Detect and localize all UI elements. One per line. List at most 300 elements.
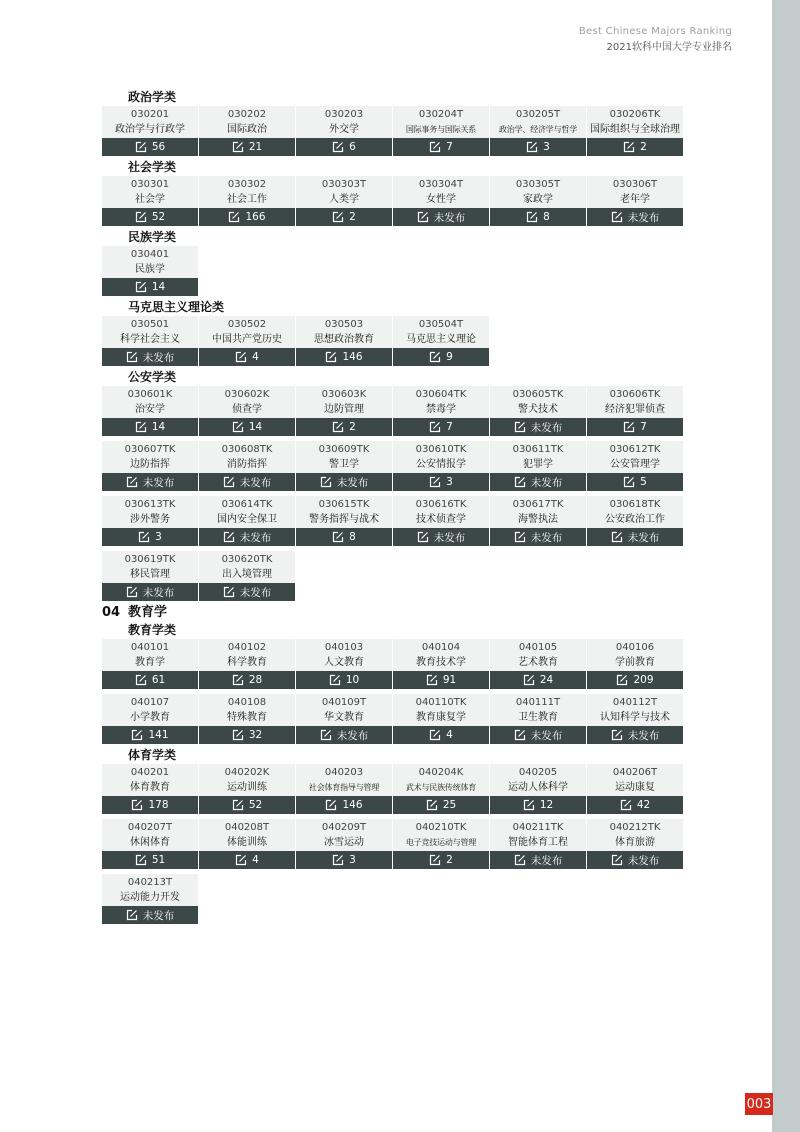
edit-icon — [138, 531, 150, 543]
major-card[interactable] — [199, 496, 295, 546]
edit-icon — [135, 674, 147, 686]
institution-count-bar[interactable] — [102, 138, 198, 156]
major-name: 教育康复学 — [416, 712, 466, 723]
edit-icon — [611, 211, 623, 223]
discipline-heading: 社会学类 — [128, 160, 177, 174]
institution-count-bar[interactable] — [490, 138, 586, 156]
major-name: 艺术教育 — [518, 657, 558, 668]
major-card[interactable] — [199, 764, 295, 814]
major-card[interactable] — [102, 496, 198, 546]
major-code: 030202 — [227, 109, 267, 120]
institution-count-bar[interactable] — [199, 418, 295, 436]
major-code: 030303T — [321, 179, 367, 190]
major-card[interactable] — [199, 386, 295, 436]
major-code: 040213T — [127, 877, 173, 888]
major-card[interactable] — [393, 176, 489, 226]
institution-count: 9 — [446, 351, 453, 363]
institution-count-bar[interactable] — [587, 473, 683, 491]
discipline-heading: 马克思主义理论类 — [128, 300, 225, 314]
edit-icon — [131, 729, 143, 741]
major-card[interactable] — [587, 106, 683, 156]
institution-count-bar[interactable] — [393, 473, 489, 491]
institution-count: 56 — [151, 141, 166, 153]
institution-count-bar[interactable] — [296, 348, 392, 366]
major-code: 030603K — [321, 389, 367, 400]
major-card[interactable] — [490, 694, 586, 744]
major-code: 040102 — [227, 642, 267, 653]
major-code: 030618TK — [609, 499, 661, 510]
institution-count: 51 — [151, 854, 166, 866]
major-code: 030620TK — [221, 554, 273, 565]
major-card[interactable] — [490, 496, 586, 546]
edit-icon — [429, 421, 441, 433]
institution-count-bar[interactable] — [102, 726, 198, 744]
institution-count: 32 — [248, 729, 263, 741]
major-card[interactable] — [102, 246, 198, 296]
institution-count-bar[interactable] — [393, 671, 489, 689]
institution-count-bar[interactable] — [102, 278, 198, 296]
major-name: 国内安全保卫 — [217, 514, 277, 525]
major-card[interactable] — [490, 819, 586, 869]
major-card[interactable] — [296, 386, 392, 436]
major-code: 030201 — [130, 109, 170, 120]
edit-icon — [325, 799, 337, 811]
edit-icon — [126, 476, 138, 488]
major-name: 警务指挥与战术 — [309, 514, 379, 525]
major-card[interactable] — [490, 639, 586, 689]
edit-icon — [611, 531, 623, 543]
major-card[interactable] — [393, 496, 489, 546]
edit-icon — [232, 141, 244, 153]
institution-count-bar[interactable] — [102, 473, 198, 491]
major-card[interactable] — [102, 694, 198, 744]
institution-count-bar[interactable] — [393, 726, 489, 744]
major-card[interactable] — [296, 441, 392, 491]
major-name: 学前教育 — [615, 657, 655, 668]
major-name: 公安管理学 — [610, 459, 660, 470]
major-card[interactable] — [296, 639, 392, 689]
major-name: 思想政治教育 — [314, 334, 374, 345]
institution-count-bar[interactable] — [587, 851, 683, 869]
edit-icon — [514, 531, 526, 543]
major-name: 边防管理 — [324, 404, 364, 415]
edit-icon — [623, 141, 635, 153]
major-name: 海警执法 — [518, 514, 558, 525]
discipline-heading: 公安学类 — [128, 370, 177, 384]
major-name: 中国共产党历史 — [212, 334, 282, 345]
major-name: 小学教育 — [130, 712, 170, 723]
edit-icon — [623, 421, 635, 433]
major-card[interactable] — [393, 639, 489, 689]
major-name: 边防指挥 — [130, 459, 170, 470]
institution-count-bar[interactable] — [296, 528, 392, 546]
major-name: 运动人体科学 — [508, 782, 568, 793]
institution-count: 7 — [446, 141, 453, 153]
major-row — [102, 874, 692, 924]
major-code: 030617TK — [512, 499, 564, 510]
major-code: 030304T — [418, 179, 464, 190]
major-code: 030608TK — [221, 444, 273, 455]
major-code: 040202K — [224, 767, 270, 778]
major-name: 警犬技术 — [518, 404, 558, 415]
institution-count-bar[interactable] — [102, 796, 198, 814]
major-card[interactable] — [393, 106, 489, 156]
major-card[interactable] — [490, 764, 586, 814]
institution-count-bar[interactable] — [490, 418, 586, 436]
institution-count: 3 — [349, 854, 356, 866]
major-code: 040111T — [515, 697, 561, 708]
field-label: 教育学 — [128, 605, 168, 620]
edit-icon — [429, 476, 441, 488]
institution-count-bar[interactable] — [199, 726, 295, 744]
major-code: 030301 — [130, 179, 170, 190]
institution-count: 8 — [543, 211, 550, 223]
major-code: 040201 — [130, 767, 170, 778]
institution-count-bar[interactable] — [587, 418, 683, 436]
institution-count-bar[interactable] — [296, 138, 392, 156]
institution-count-bar[interactable] — [490, 208, 586, 226]
major-row — [102, 551, 692, 601]
major-code: 030502 — [227, 319, 267, 330]
institution-count: 7 — [640, 421, 647, 433]
institution-count-bar[interactable] — [587, 726, 683, 744]
major-code: 030613TK — [124, 499, 176, 510]
header-title-en: Best Chinese Majors Ranking — [578, 26, 732, 37]
major-card[interactable] — [199, 316, 295, 366]
institution-count: 未发布 — [627, 211, 660, 224]
institution-count-bar[interactable] — [199, 851, 295, 869]
institution-count-bar[interactable] — [102, 528, 198, 546]
major-card[interactable] — [490, 441, 586, 491]
major-card[interactable] — [393, 819, 489, 869]
major-row — [102, 639, 692, 689]
major-name: 社会工作 — [227, 194, 267, 205]
major-card[interactable] — [199, 819, 295, 869]
major-card[interactable] — [199, 694, 295, 744]
institution-count-bar[interactable] — [199, 138, 295, 156]
major-card[interactable] — [102, 386, 198, 436]
institution-count-bar[interactable] — [393, 208, 489, 226]
institution-count-bar[interactable] — [102, 418, 198, 436]
edit-icon — [325, 351, 337, 363]
major-card[interactable] — [102, 176, 198, 226]
major-card[interactable] — [199, 639, 295, 689]
institution-count: 141 — [148, 729, 169, 741]
major-code: 040107 — [130, 697, 170, 708]
major-name: 禁毒学 — [426, 404, 456, 415]
major-name: 特殊教育 — [227, 712, 267, 723]
institution-count-bar[interactable] — [102, 208, 198, 226]
major-card[interactable] — [490, 106, 586, 156]
institution-count-bar[interactable] — [587, 208, 683, 226]
major-name: 家政学 — [523, 194, 553, 205]
major-code: 030203 — [324, 109, 364, 120]
major-name: 武术与民族传统体育 — [405, 783, 477, 792]
major-name: 冰雪运动 — [324, 837, 364, 848]
major-code: 040108 — [227, 697, 267, 708]
major-name: 卫生教育 — [518, 712, 558, 723]
institution-count-bar[interactable] — [296, 671, 392, 689]
institution-count-bar[interactable] — [393, 796, 489, 814]
major-code: 040106 — [615, 642, 655, 653]
institution-count: 未发布 — [530, 531, 563, 544]
major-row — [102, 819, 692, 869]
major-card[interactable] — [199, 176, 295, 226]
discipline-heading: 政治学类 — [128, 90, 177, 104]
major-code: 030605TK — [512, 389, 564, 400]
institution-count: 61 — [151, 674, 166, 686]
institution-count: 28 — [248, 674, 263, 686]
institution-count: 未发布 — [530, 854, 563, 867]
major-name: 运动训练 — [227, 782, 267, 793]
major-card[interactable] — [587, 639, 683, 689]
edit-icon — [332, 211, 344, 223]
institution-count-bar[interactable] — [393, 138, 489, 156]
major-name: 公安情报学 — [416, 459, 466, 470]
major-name: 教育技术学 — [416, 657, 466, 668]
institution-count: 8 — [349, 531, 356, 543]
major-card[interactable] — [393, 316, 489, 366]
institution-count: 未发布 — [142, 909, 175, 922]
institution-count: 2 — [446, 854, 453, 866]
institution-count-bar[interactable] — [490, 473, 586, 491]
edit-icon — [320, 476, 332, 488]
institution-count: 91 — [442, 674, 457, 686]
institution-count-bar[interactable] — [296, 796, 392, 814]
major-name: 认知科学与技术 — [600, 712, 670, 723]
edit-icon — [235, 351, 247, 363]
institution-count-bar[interactable] — [393, 418, 489, 436]
institution-count-bar[interactable] — [393, 348, 489, 366]
major-code: 030610TK — [415, 444, 467, 455]
major-name: 国际政治 — [227, 124, 267, 135]
major-name: 教育学 — [135, 657, 165, 668]
major-card[interactable] — [102, 106, 198, 156]
institution-count-bar[interactable] — [490, 796, 586, 814]
major-code: 030619TK — [124, 554, 176, 565]
edit-icon — [232, 799, 244, 811]
edit-icon — [623, 476, 635, 488]
major-card[interactable] — [296, 316, 392, 366]
major-card[interactable] — [587, 496, 683, 546]
major-card[interactable] — [393, 441, 489, 491]
major-card[interactable] — [199, 441, 295, 491]
institution-count-bar[interactable] — [587, 528, 683, 546]
institution-count: 2 — [349, 211, 356, 223]
major-name: 政治学、经济学与哲学 — [499, 125, 577, 134]
major-row — [102, 764, 692, 814]
major-card[interactable] — [102, 551, 198, 601]
major-name: 人文教育 — [324, 657, 364, 668]
institution-count-bar[interactable] — [102, 671, 198, 689]
major-name: 体育旅游 — [615, 837, 655, 848]
institution-count-bar[interactable] — [102, 348, 198, 366]
major-card[interactable] — [296, 764, 392, 814]
institution-count: 未发布 — [239, 476, 272, 489]
major-card[interactable] — [393, 386, 489, 436]
institution-count: 3 — [155, 531, 162, 543]
major-row — [102, 386, 692, 436]
edit-icon — [131, 799, 143, 811]
edit-icon — [135, 421, 147, 433]
institution-count-bar[interactable] — [296, 208, 392, 226]
edit-icon — [514, 476, 526, 488]
edit-icon — [616, 674, 628, 686]
major-code: 030501 — [130, 319, 170, 330]
institution-count-bar[interactable] — [393, 528, 489, 546]
institution-count-bar[interactable] — [587, 796, 683, 814]
major-card[interactable] — [102, 764, 198, 814]
institution-count: 未发布 — [142, 351, 175, 364]
major-card[interactable] — [296, 176, 392, 226]
edit-icon — [514, 854, 526, 866]
major-card[interactable] — [102, 441, 198, 491]
institution-count: 7 — [446, 421, 453, 433]
major-code: 030503 — [324, 319, 364, 330]
major-code: 030614TK — [221, 499, 273, 510]
major-name: 体能训练 — [227, 837, 267, 848]
institution-count-bar[interactable] — [102, 851, 198, 869]
major-card[interactable] — [199, 551, 295, 601]
major-row — [102, 496, 692, 546]
institution-count-bar[interactable] — [199, 473, 295, 491]
major-list — [102, 88, 692, 926]
institution-count-bar[interactable] — [199, 348, 295, 366]
major-card[interactable] — [587, 694, 683, 744]
edit-icon — [232, 729, 244, 741]
major-card[interactable] — [296, 694, 392, 744]
edit-icon — [523, 674, 535, 686]
institution-count-bar[interactable] — [296, 418, 392, 436]
major-code: 030306T — [612, 179, 658, 190]
major-code: 030601K — [127, 389, 173, 400]
major-code: 030302 — [227, 179, 267, 190]
major-code: 030401 — [130, 249, 170, 260]
institution-count: 未发布 — [627, 854, 660, 867]
edit-icon — [135, 854, 147, 866]
major-name: 国际事务与国际关系 — [405, 125, 477, 134]
edit-icon — [429, 141, 441, 153]
major-name: 涉外警务 — [130, 514, 170, 525]
institution-count: 25 — [442, 799, 457, 811]
institution-count: 12 — [539, 799, 554, 811]
major-code: 030611TK — [512, 444, 564, 455]
institution-count: 10 — [345, 674, 360, 686]
major-card[interactable] — [296, 106, 392, 156]
major-name: 运动能力开发 — [120, 892, 180, 903]
institution-count-bar[interactable] — [102, 906, 198, 924]
institution-count-bar[interactable] — [490, 528, 586, 546]
institution-count-bar[interactable] — [199, 671, 295, 689]
edit-icon — [135, 281, 147, 293]
major-card[interactable] — [102, 316, 198, 366]
institution-count: 3 — [543, 141, 550, 153]
edit-icon — [232, 674, 244, 686]
major-card[interactable] — [102, 819, 198, 869]
major-name: 政治学与行政学 — [115, 124, 185, 135]
major-code: 040101 — [130, 642, 170, 653]
institution-count: 未发布 — [239, 586, 272, 599]
major-card[interactable] — [102, 874, 198, 924]
major-card[interactable] — [393, 694, 489, 744]
major-row — [102, 176, 692, 226]
major-card[interactable] — [296, 819, 392, 869]
major-card[interactable] — [490, 176, 586, 226]
institution-count-bar[interactable] — [102, 583, 198, 601]
institution-count: 166 — [245, 211, 266, 223]
major-card[interactable] — [102, 639, 198, 689]
edit-icon — [228, 211, 240, 223]
edit-icon — [429, 351, 441, 363]
major-card[interactable] — [587, 441, 683, 491]
major-code: 040105 — [518, 642, 558, 653]
major-code: 030204T — [418, 109, 464, 120]
institution-count-bar[interactable] — [296, 851, 392, 869]
page-number: 003 — [745, 1093, 773, 1115]
major-name: 技术侦查学 — [416, 514, 466, 525]
major-name: 出入境管理 — [222, 569, 272, 580]
edit-icon — [514, 421, 526, 433]
institution-count-bar[interactable] — [587, 138, 683, 156]
institution-count: 14 — [151, 281, 166, 293]
edit-icon — [417, 531, 429, 543]
header-title-zh: 2021软科中国大学专业排名 — [606, 42, 732, 53]
institution-count: 3 — [446, 476, 453, 488]
institution-count-bar[interactable] — [199, 208, 295, 226]
major-code: 030607TK — [124, 444, 176, 455]
major-name: 女性学 — [426, 194, 456, 205]
field-heading — [102, 605, 692, 621]
institution-count: 未发布 — [627, 531, 660, 544]
major-card[interactable] — [199, 106, 295, 156]
institution-count: 未发布 — [336, 476, 369, 489]
major-name: 犯罪学 — [523, 459, 553, 470]
institution-count-bar[interactable] — [296, 726, 392, 744]
major-card[interactable] — [587, 176, 683, 226]
major-name: 社会体育指导与管理 — [308, 783, 380, 792]
institution-count-bar[interactable] — [296, 473, 392, 491]
institution-count: 209 — [633, 674, 654, 686]
institution-count-bar[interactable] — [490, 726, 586, 744]
major-code: 040212TK — [609, 822, 661, 833]
institution-count-bar[interactable] — [587, 671, 683, 689]
major-code: 030609TK — [318, 444, 370, 455]
institution-count-bar[interactable] — [199, 528, 295, 546]
institution-count: 14 — [151, 421, 166, 433]
major-card[interactable] — [490, 386, 586, 436]
major-card[interactable] — [587, 764, 683, 814]
major-code: 040205 — [518, 767, 558, 778]
major-card[interactable] — [587, 819, 683, 869]
major-name: 老年学 — [620, 194, 650, 205]
institution-count: 52 — [151, 211, 166, 223]
institution-count-bar[interactable] — [490, 851, 586, 869]
major-card[interactable] — [296, 496, 392, 546]
major-card[interactable] — [393, 764, 489, 814]
edit-icon — [429, 854, 441, 866]
institution-count-bar[interactable] — [199, 796, 295, 814]
edit-icon — [223, 531, 235, 543]
institution-count: 未发布 — [433, 211, 466, 224]
institution-count-bar[interactable] — [393, 851, 489, 869]
edit-icon — [332, 854, 344, 866]
institution-count-bar[interactable] — [199, 583, 295, 601]
institution-count-bar[interactable] — [490, 671, 586, 689]
institution-count: 146 — [342, 799, 363, 811]
major-card[interactable] — [587, 386, 683, 436]
major-code: 030604TK — [415, 389, 467, 400]
edit-icon — [223, 586, 235, 598]
